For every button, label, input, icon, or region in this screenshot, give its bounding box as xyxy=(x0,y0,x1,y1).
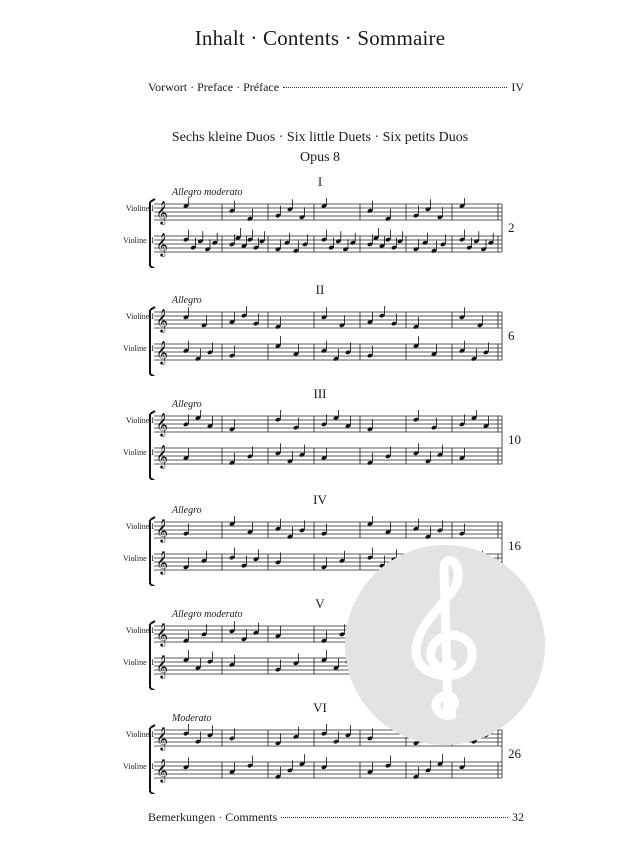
toc-label: Bemerkungen · Comments xyxy=(148,810,278,824)
toc-page: IV xyxy=(511,80,524,94)
treble-clef-watermark-icon xyxy=(340,540,550,750)
duet-number: II xyxy=(315,282,325,297)
instrument-label: Violine II xyxy=(123,762,154,771)
system-bracket xyxy=(150,517,155,586)
duet-incipit[interactable] xyxy=(0,174,640,270)
treble-clef-icon: 𝄞 xyxy=(156,518,168,542)
duet-page-number: 26 xyxy=(508,746,521,761)
duet-incipit[interactable] xyxy=(0,386,640,482)
duet-number: IV xyxy=(313,492,327,507)
toc-leader xyxy=(283,86,507,88)
instrument-label: Violine I xyxy=(125,626,154,635)
duet-page-number: 6 xyxy=(508,328,515,343)
instrument-label: Violine II xyxy=(123,344,154,353)
instrument-label: Violine I xyxy=(125,416,154,425)
tempo-marking: Moderato xyxy=(172,713,212,724)
duet-number: III xyxy=(313,386,327,401)
toc-leader xyxy=(281,816,508,818)
music-staff-system xyxy=(146,410,504,480)
treble-clef-icon: 𝄞 xyxy=(156,758,168,782)
instrument-label: Violine I xyxy=(125,312,154,321)
instrument-label: Violine II xyxy=(123,658,154,667)
work-title: Sechs kleine Duos · Six little Duets · Six petits Duos xyxy=(171,130,469,145)
duet-number: I xyxy=(317,174,323,189)
toc-entry-comments[interactable] xyxy=(148,810,524,825)
treble-clef-icon: 𝄞 xyxy=(156,340,168,364)
duet-page-number: 10 xyxy=(508,432,521,447)
system-bracket xyxy=(150,725,155,794)
toc-entry-preface[interactable] xyxy=(148,80,524,95)
treble-clef-icon: 𝄞 xyxy=(156,200,168,224)
system-bracket xyxy=(150,411,155,480)
treble-clef-icon: 𝄞 xyxy=(156,444,168,468)
instrument-label: Violine I xyxy=(125,730,154,739)
duet-page-number: 2 xyxy=(508,220,515,235)
system-bracket xyxy=(150,307,155,376)
tempo-marking: Allegro moderato xyxy=(172,609,243,620)
work-opus: Opus 8 xyxy=(299,150,341,165)
music-staff-system xyxy=(146,198,504,268)
instrument-label: Violine II xyxy=(123,448,154,457)
instrument-label: Violine I xyxy=(125,522,154,531)
music-staff-system xyxy=(146,306,504,376)
treble-clef-icon: 𝄞 xyxy=(156,412,168,436)
tempo-marking: Allegro xyxy=(172,505,202,516)
instrument-label: Violine I xyxy=(125,204,154,213)
treble-clef-icon: 𝄞 xyxy=(156,622,168,646)
system-bracket xyxy=(150,199,155,268)
duet-page-number: 16 xyxy=(508,538,521,553)
instrument-label: Violine II xyxy=(123,554,154,563)
duet-number: VI xyxy=(313,700,327,715)
tempo-marking: Allegro xyxy=(172,399,202,410)
treble-clef-icon: 𝄞 xyxy=(156,308,168,332)
toc-label: Vorwort · Preface · Préface xyxy=(148,80,280,94)
toc-page: 32 xyxy=(512,810,524,824)
instrument-label: Violine II xyxy=(123,236,154,245)
tempo-marking: Allegro xyxy=(172,295,202,306)
treble-clef-icon: 𝄞 xyxy=(156,654,168,678)
system-bracket xyxy=(150,621,155,690)
treble-clef-icon: 𝄞 xyxy=(156,232,168,256)
treble-clef-icon: 𝄞 xyxy=(156,550,168,574)
duet-incipit[interactable] xyxy=(0,282,640,378)
page-title: Inhalt · Contents · Sommaire xyxy=(194,26,446,50)
duet-number: V xyxy=(315,596,325,611)
treble-clef-icon: 𝄞 xyxy=(156,726,168,750)
tempo-marking: Allegro moderato xyxy=(172,187,243,198)
